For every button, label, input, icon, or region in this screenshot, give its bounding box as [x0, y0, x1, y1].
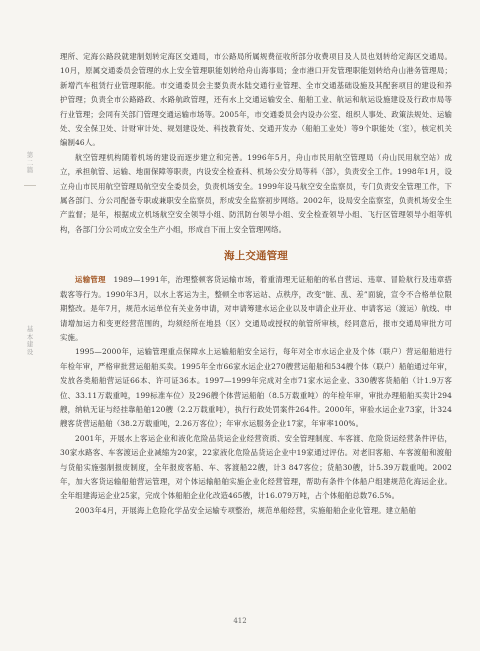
paragraph-transport-management — [60, 273, 452, 345]
paragraph-1995-2000: 1995—2000年，运输管理重点保障水上运输船舶安全运行，每年对全市水运企业及个体（联户）营运船舶进行年检年审，严格审批营运船舶买卖。1995年全市66家水运企业270艘营运船舶和534艘个体（联户）船舶通过年审，发放各类船舶营运证66本、许可证36本。1997—1999年完成对全市71家水运企业、330艘客货船舶（计1.9万客位、33.11万载重吨，199标准车位）及296艘个体营运船舶（8.5万载重吨）的年检年审，审批办理船舶买卖计294艘，纳轨无证与经挂靠船舶120艘（2.2万载重吨），执行行政处罚案件264件。2000年，审验水运企业73家，计324艘客货营运船舶（38.2万载重吨，2.26万客位）；年审水运服务企业17家，年审率100%。 — [60, 347, 452, 429]
body-text — [60, 50, 452, 518]
page-number: 412 — [233, 617, 247, 625]
lead-heading: 运输管理 — [75, 275, 106, 285]
lead-paragraph-text: 1989—1991年，治理整顿客货运输市场，着重清理无证船舶的私自营运、违章、冒险航行及违章搭载客等行为。1990年3月，以水上客运为主，整顿全市客运站、点秩序，改变“脏、乱、差”面貌，宣令不合格单位限期整改。是年7月，规范水运单位有关业务申请，对申请筹建水运企业以及申请企业开业、申请客运（渡运）航线、申请增加运力和变更经营范围的，均须经所在地县（区）交通局或授权的航管所审核，经同意后，报市交通局审批方可实施。 — [60, 275, 453, 342]
section-title: 海上交通管理 — [224, 250, 288, 263]
sidebar-volume-label: 基本建设 — [26, 325, 34, 356]
paragraph-continued: 理所、定海公路段就建制划转定海区交通局，市公路局所属规费征收所部分收费项目及人员也划转给定海区交通局。10月，原属交通委员会管理的水上安全管理职能划转给舟山海事局；金市港口开发管理职能划转给舟山港务管理局；新增汽车租赁行业管理职能。市交通委员会主要负责水陆交通行业管理、全市交通基础设施及其配套项目的建设和养护管理；负责全市公路路政、水路航政管理，还有水上交通运输安全、船舶工业、航运和航运设施建设及行政市局等行业管理；会同有关部门管理交通运输市场等。2005年，市交通委员会内设办公室、组织人事处、政策法规处、运输处、安全保卫处、计财审计处、规划建设处、科技教育处、交通开发办（船舶工业处）等9个职能处（室），核定机关编制46人。 — [60, 52, 452, 148]
paragraph-2001: 2001年，开展水上客运企业和液化危险品货运企业经营资质、安全管理制度、车客渡、危险货运经营条件评估，30家水路客、车客渡运企业减缩为20家，22家液化危险品货运企业中19家通过评估。对老旧客船、车客渡船和渡船与货船实施强制报废制度，全年报废客船、车、客渡船22艘，计3 847客位；货船30艘，计5.39万载重吨。2002年，加大客货运输船舶营运管理，对个体运输船舶实施企业化经营管理，帮助有条件个体船户组建规范化海运企业。全年组建海运企业25家，完成个体船舶企业化改造465艘，计16.079万吨，占个体船舶总数76.5%。 — [60, 433, 452, 501]
paragraph-2003: 2003年4月，开展海上危险化学品安全运输专项整治，规范单船经营，实施船舶企业化管理。建立船舶 — [75, 505, 416, 515]
paragraph-aviation: 航空管理机构随着机场的建设而逐步建立和完善。1996年5月，舟山市民用航空管理局（舟山民用航空站）成立，承担航管、运输、地面保障等职责，内设安全检查科、机场公安分局等科（部），负责安全工作。1998年1月，设立舟山市民用航空管理局航空安全委员会，负责机场安全。1999年设马航空安全监察员，专门负责安全管理工作，下属各部门、分公司配备专职或兼职安全监察员，形成安全监察初步网络。2002年，设局安全监察室，负责机场安全生产监督；是年，根据成立机场航空安全领导小组、防汛防台领导小组、安全检查领导小组、飞行区管理领导小组等机构，各部门分公司成立安全生产小组，形成自下而上安全管理网络。 — [60, 152, 452, 234]
sidebar-chapter-label: 第二篇 — [26, 151, 34, 174]
sidebar-divider — [24, 185, 36, 186]
